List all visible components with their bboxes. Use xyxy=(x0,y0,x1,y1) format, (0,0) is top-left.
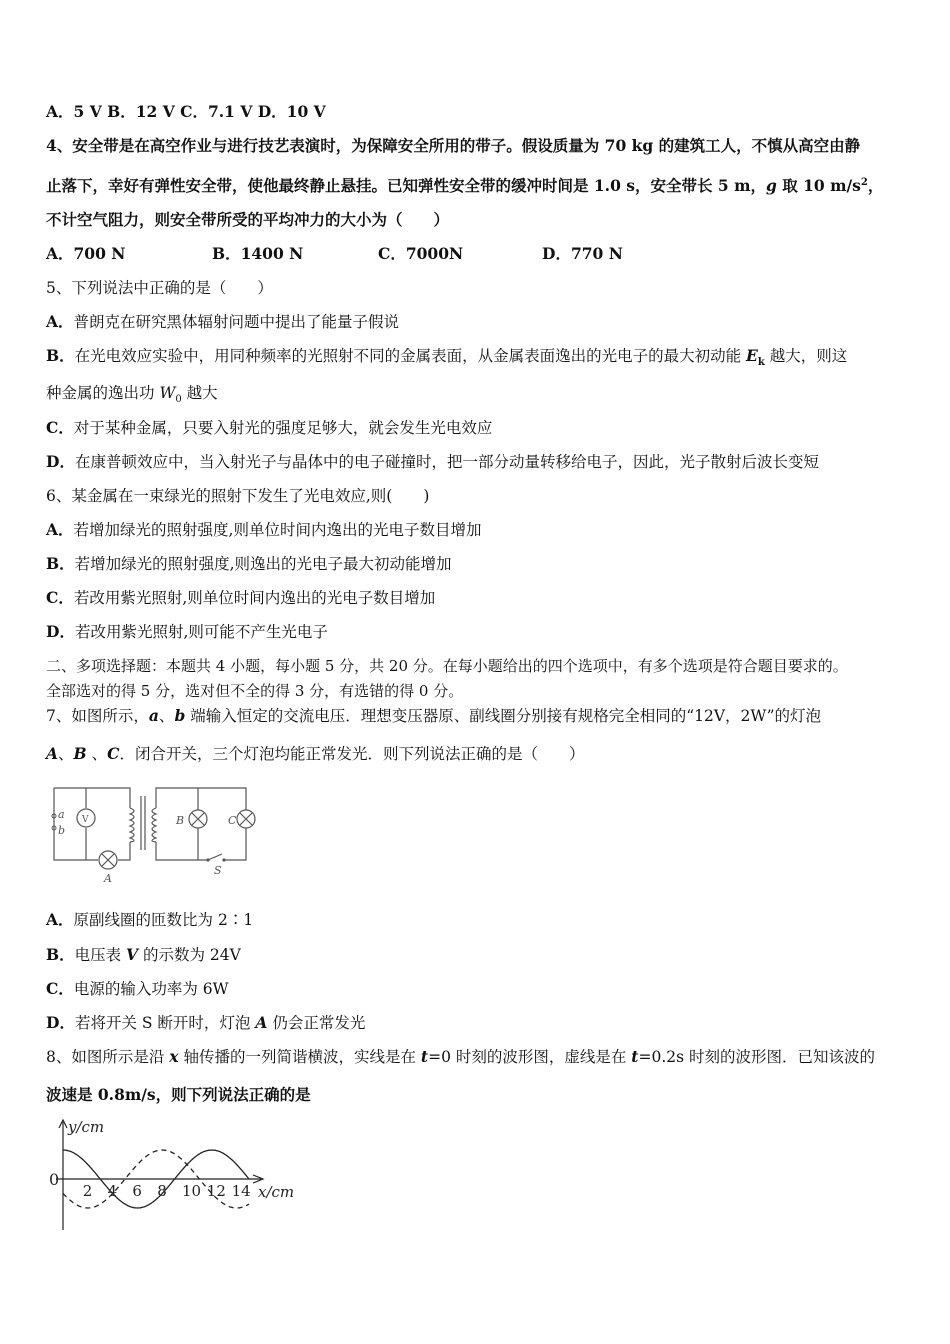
q5-b-label: B． xyxy=(46,346,75,365)
section2-line1: 二、多项选择题：本题共 4 小题，每小题 5 分，共 20 分。在每小题给出的四个选项中，有多个选项是符合题目要求的。 xyxy=(46,657,848,675)
q5-option-b-cont xyxy=(46,383,218,410)
secondary-coil xyxy=(152,808,156,842)
q7-C: C xyxy=(107,744,120,763)
label-C: C xyxy=(228,814,237,827)
q8-t0: t xyxy=(420,1047,429,1066)
x-tick-label-12: 12 xyxy=(206,1182,226,1200)
x-tick-label-10: 10 xyxy=(182,1182,202,1200)
q7-c-label: C． xyxy=(46,979,74,998)
q6-stem: 6、某金属在一束绿光的照射下发生了光电效应,则( ) xyxy=(46,487,430,505)
q7-d-a: A xyxy=(255,1013,268,1032)
q7-s2: 、 xyxy=(86,745,108,763)
circuit-wire-top-right xyxy=(156,788,246,810)
q7-option-b xyxy=(46,945,241,965)
q7-d-label: D． xyxy=(46,1013,75,1032)
q6-d-text: 若改用紫光照射,则可能不产生光电子 xyxy=(74,623,328,641)
q7-a-text: 原副线圈的匝数比为 2∶1 xyxy=(73,911,254,929)
q6-b-text: 若增加绿光的照射强度,则逸出的光电子最大初动能增加 xyxy=(74,555,452,573)
q8-l1-b: 轴传播的一列简谐横波，实线是在 xyxy=(178,1048,421,1066)
y-axis-label: y/cm xyxy=(68,1118,105,1136)
q7-A: A xyxy=(46,744,59,763)
q5-ek-sub: k xyxy=(757,357,765,369)
q4-line2-a: 止落下，幸好有弹性安全带，使他最终静止悬挂。已知弹性安全带的缓冲时间是 1.0 s，安全带长 5 m， xyxy=(46,176,766,196)
label-A: A xyxy=(104,872,112,885)
q5-option-c xyxy=(46,418,492,438)
q4-option-b: B．1400 N xyxy=(212,244,304,263)
x-tick-label-4: 4 xyxy=(107,1182,118,1200)
q5-option-a xyxy=(46,312,399,332)
q6-c-label: C． xyxy=(46,588,74,607)
circuit-wire-bottom-right xyxy=(156,842,208,860)
q8-line2: 波速是 0.8m/s，则下列说法正确的是 xyxy=(46,1085,311,1104)
q4-option-a: A．700 N xyxy=(46,244,126,263)
q8-line1 xyxy=(46,1047,875,1067)
q4-option-c: C．7000N xyxy=(378,244,464,263)
circuit-wire-top-left xyxy=(54,788,130,808)
q6-d-label: D． xyxy=(46,622,75,641)
q6-option-d xyxy=(46,622,328,642)
q7-option-d xyxy=(46,1013,365,1033)
q4-line2 xyxy=(46,173,883,196)
q8-l1-c: =0 时刻的波形图，虚线是在 xyxy=(428,1048,632,1066)
q7-l1-a: 7、如图所示， xyxy=(46,707,149,725)
q7-a-label: A． xyxy=(46,910,74,929)
q5-a-text: 普朗克在研究黑体辐射问题中提出了能量子假说 xyxy=(73,313,400,331)
q7-circuit-figure xyxy=(46,778,266,886)
q3-options: A．5 V B．12 V C．7.1 V D．10 V xyxy=(46,102,326,121)
switch-s xyxy=(208,854,222,860)
q5-d-text: 在康普顿效应中，当入射光子与晶体中的电子碰撞时，把一部分动量转移给电子，因此，光子散射后波长变短 xyxy=(74,453,819,471)
q4-line3: 不计空气阻力，则安全带所受的平均冲力的大小为（ ） xyxy=(46,210,450,229)
q5-stem: 5、下列说法中正确的是（ ） xyxy=(46,279,273,297)
label-S: S xyxy=(214,864,222,877)
q4-sup: 2 xyxy=(860,177,868,188)
q7-option-c xyxy=(46,979,229,999)
section2-line2: 全部选对的得 5 分，选对但不全的得 3 分，有选错的得 0 分。 xyxy=(46,682,464,700)
q6-c-text: 若改用紫光照射,则单位时间内逸出的光电子数目增加 xyxy=(73,589,436,607)
q7-b-label: B． xyxy=(46,945,75,964)
q5-a-label: A． xyxy=(46,312,74,331)
q5-b-text3: 种金属的逸出功 xyxy=(46,384,160,402)
q7-b-v: V xyxy=(126,945,139,964)
q5-ek: E xyxy=(746,346,758,365)
circuit-wire-bottom-left xyxy=(118,842,130,860)
label-B: B xyxy=(176,814,185,827)
q7-l2-rest: ．闭合开关，三个灯泡均能正常发光．则下列说法正确的是（ ） xyxy=(119,745,585,763)
q8-wave-chart xyxy=(46,1112,306,1232)
x-tick-label-6: 6 xyxy=(132,1182,142,1200)
transformer-core xyxy=(141,796,145,850)
q7-l1-c: 端输入恒定的交流电压．理想变压器原、副线圈分别接有规格完全相同的“12V，2W”的灯泡 xyxy=(185,707,822,725)
primary-coil xyxy=(130,808,134,842)
q7-s1: 、 xyxy=(58,745,74,763)
q7-line1 xyxy=(46,706,821,726)
q4-option-d: D．770 N xyxy=(542,244,623,263)
q5-option-d xyxy=(46,452,819,472)
label-b: b xyxy=(58,824,66,837)
q7-c-text: 电源的输入功率为 6W xyxy=(73,980,229,998)
x-tick-label-2: 2 xyxy=(82,1182,93,1200)
x-tick-label-14: 14 xyxy=(231,1182,251,1200)
q6-option-b xyxy=(46,554,452,574)
q7-line2 xyxy=(46,744,584,764)
q6-a-label: A． xyxy=(46,520,74,539)
q5-b-text2: 越大，则这 xyxy=(764,347,848,365)
origin-label: 0 xyxy=(49,1170,60,1189)
q4-line2-b: 取 10 m/s xyxy=(776,176,861,196)
q5-w-sub: 0 xyxy=(175,394,182,406)
x-axis-label: x/cm xyxy=(258,1183,295,1201)
q7-b-text2: 的示数为 24V xyxy=(138,946,241,964)
q6-b-label: B． xyxy=(46,554,75,573)
q8-t1: t xyxy=(631,1047,639,1066)
q5-b-text4: 越大 xyxy=(181,384,218,402)
q7-d-text1: 若将开关 S 断开时，灯泡 xyxy=(74,1014,256,1032)
q5-c-text: 对于某种金属，只要入射光的强度足够大，就会发生光电效应 xyxy=(73,419,493,437)
q6-option-a xyxy=(46,520,481,540)
q5-c-label: C． xyxy=(46,418,74,437)
label-v: V xyxy=(82,815,89,825)
q7-b-text1: 电压表 xyxy=(74,946,127,964)
q4-line1: 4、安全带是在高空作业与进行技艺表演时，为保障安全所用的带子。假设质量为 70 kg 的建筑工人，不慎从高空由静 xyxy=(46,136,861,155)
q8-l1-a: 8、如图所示是沿 xyxy=(46,1048,170,1066)
q8-x: x xyxy=(169,1047,179,1066)
label-a: a xyxy=(58,808,65,821)
q6-a-text: 若增加绿光的照射强度,则单位时间内逸出的光电子数目增加 xyxy=(73,521,482,539)
q7-sep: 、 xyxy=(158,707,175,725)
q7-a: a xyxy=(148,706,159,725)
q6-option-c xyxy=(46,588,435,608)
q8-l1-d: =0.2s 时刻的波形图．已知该波的 xyxy=(638,1048,875,1066)
q5-b-text1: 在光电效应实验中，用同种频率的光照射不同的金属表面，从金属表面逸出的光电子的最大初动能 xyxy=(74,347,747,365)
q5-d-label: D． xyxy=(46,452,75,471)
q4-g: g xyxy=(765,176,777,196)
q7-option-a xyxy=(46,910,253,930)
q7-B: B xyxy=(73,744,87,763)
q4-line2-c: ， xyxy=(867,176,884,196)
q7-b: b xyxy=(174,706,186,725)
q5-w: W xyxy=(159,384,176,402)
x-tick-label-8: 8 xyxy=(157,1182,167,1200)
q5-option-b xyxy=(46,346,847,373)
q7-d-text2: 仍会正常发光 xyxy=(267,1014,366,1032)
